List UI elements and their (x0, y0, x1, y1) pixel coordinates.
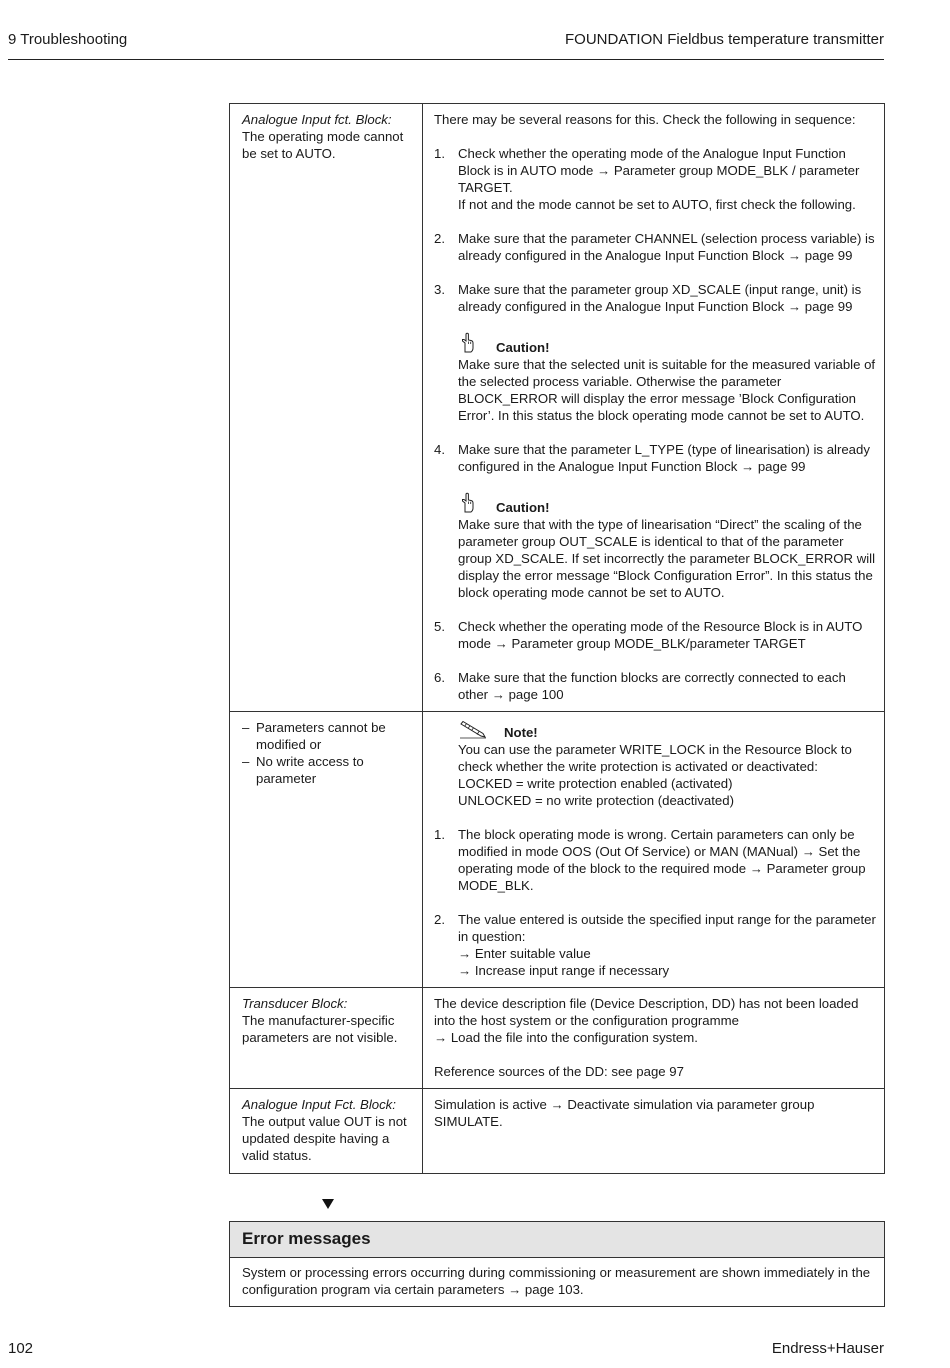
step-number: 1. (434, 827, 445, 842)
step-text: Make sure that the function blocks are correctly connected to each other → page 100 (458, 670, 846, 702)
note-line: UNLOCKED = no write protection (deactivated) (458, 793, 734, 808)
problem-cell (230, 988, 423, 1089)
step-text: Make sure that the parameter CHANNEL (selection process variable) is already configured in the Analogue Input Function Block → page 99 (458, 231, 875, 263)
note-line: You can use the parameter WRITE_LOCK in the Resource Block to check whether the write protection is activated or deactivated: (458, 742, 852, 774)
remedy-text: The device description file (Device Description, DD) has not been loaded into the host system or the configuration programme (434, 996, 859, 1028)
caution-box (434, 492, 878, 601)
hand-pointing-icon (458, 492, 480, 514)
note-label: Note! (504, 725, 538, 740)
note-box (434, 719, 878, 809)
remedy-intro: There may be several reasons for this. Check the following in sequence: (434, 112, 856, 127)
problem-text: The manufacturer-specific parameters are not visible. (242, 1013, 398, 1045)
troubleshooting-table (229, 103, 885, 1174)
step-5 (434, 618, 878, 652)
caution-label: Caution! (496, 500, 550, 515)
remedy-paragraph (434, 995, 878, 1046)
header-title: FOUNDATION Fieldbus temperature transmitter (565, 31, 884, 48)
triangle-down-icon (321, 1198, 335, 1210)
step-number: 2. (434, 231, 445, 246)
step-1 (434, 145, 878, 213)
step-text: The block operating mode is wrong. Certain parameters can only be modified in mode OOS (Out Of Service) or MAN (MANual) → Set the operating mode of the block to the required mode → Parameter group MODE_BLK. (458, 827, 866, 893)
step-2 (434, 911, 878, 979)
step-number: 2. (434, 912, 445, 927)
step-subitem: → Enter suitable value (458, 946, 591, 961)
error-messages-section (229, 1221, 885, 1307)
problem-cell (230, 712, 423, 988)
step-2 (434, 230, 878, 264)
step-number: 6. (434, 670, 445, 685)
remedy-cell (423, 104, 885, 712)
step-subitem: → Increase input range if necessary (458, 963, 670, 978)
brand-logo-text: Endress+Hauser (771, 1340, 884, 1357)
note-line: LOCKED = write protection enabled (activated) (458, 776, 733, 791)
problem-item-text: No write access to parameter (256, 754, 364, 786)
remedy-reference: Reference sources of the DD: see page 97 (434, 1064, 684, 1079)
step-number: 1. (434, 146, 445, 161)
header-rule (8, 59, 884, 60)
caution-box (434, 332, 878, 424)
step-3 (434, 281, 878, 315)
table-row (230, 104, 885, 712)
section-title: Error messages (230, 1222, 884, 1258)
page-number: 102 (8, 1340, 34, 1357)
problem-item (242, 719, 414, 753)
remedy-action: → Load the file into the configuration system. (434, 1030, 698, 1045)
problem-block: Analogue Input Fct. Block: (242, 1097, 396, 1112)
step-number: 3. (434, 282, 445, 297)
step-text: Check whether the operating mode of the Resource Block is in AUTO mode → Parameter group MODE_BLK/parameter TARGET (458, 619, 863, 651)
problem-text: The output value OUT is not updated despite having a valid status. (242, 1114, 407, 1163)
step-text: Make sure that the parameter group XD_SCALE (input range, unit) is already configured in the Analogue Input Function Block → page 99 (458, 282, 862, 314)
table-row (230, 988, 885, 1089)
step-6 (434, 669, 878, 703)
table-row (230, 1089, 885, 1174)
step-text: Check whether the operating mode of the Analogue Input Function Block is in AUTO mode → Parameter group MODE_BLK / parameter TARGET. (458, 146, 860, 195)
caution-label: Caution! (496, 340, 550, 355)
remedy-cell (423, 988, 885, 1089)
problem-block: Analogue Input fct. Block: (242, 112, 392, 127)
step-text-continued: If not and the mode cannot be set to AUTO, first check the following. (458, 197, 856, 212)
problem-item (242, 753, 414, 787)
step-text: The value entered is outside the specified input range for the parameter in question: (458, 912, 876, 944)
dash-bullet: – (242, 754, 250, 769)
problem-cell (230, 1089, 423, 1174)
remedy-cell (423, 1089, 885, 1174)
pencil-icon (458, 719, 488, 739)
problem-block: Transducer Block: (242, 996, 348, 1011)
step-number: 4. (434, 442, 445, 457)
problem-cell (230, 104, 423, 712)
step-4 (434, 441, 878, 475)
dash-bullet: – (242, 720, 250, 735)
remedy-text: Simulation is active → Deactivate simulation via parameter group SIMULATE. (434, 1097, 815, 1129)
step-1 (434, 826, 878, 894)
section-text: System or processing errors occurring during commissioning or measurement are shown immediately in the configuration program via certain parameters → page 103. (242, 1265, 871, 1297)
table-row (230, 712, 885, 988)
remedy-cell (423, 712, 885, 988)
step-text: Make sure that the parameter L_TYPE (type of linearisation) is already configured in the Analogue Input Function Block → page 99 (458, 442, 870, 474)
problem-text: The operating mode cannot be set to AUTO. (242, 129, 404, 161)
caution-text: Make sure that with the type of linearisation “Direct” the scaling of the parameter group OUT_SCALE is identical to that of the parameter group XD_SCALE. If set incorrectly the parameter BLOCK_ERROR will display the error message “Block Configuration Error”. In this status the block operating mode cannot be set to AUTO. (458, 517, 876, 600)
hand-pointing-icon (458, 332, 480, 354)
header-section: 9 Troubleshooting (8, 31, 128, 48)
caution-text: Make sure that the selected unit is suitable for the measured variable of the selected process variable. Otherwise the parameter BLOCK_ERROR will display the error message ’Block Configuration Error’. In this status the block operating mode cannot be set to AUTO. (458, 357, 876, 423)
step-number: 5. (434, 619, 445, 634)
problem-item-text: Parameters cannot be modified or (256, 720, 386, 752)
